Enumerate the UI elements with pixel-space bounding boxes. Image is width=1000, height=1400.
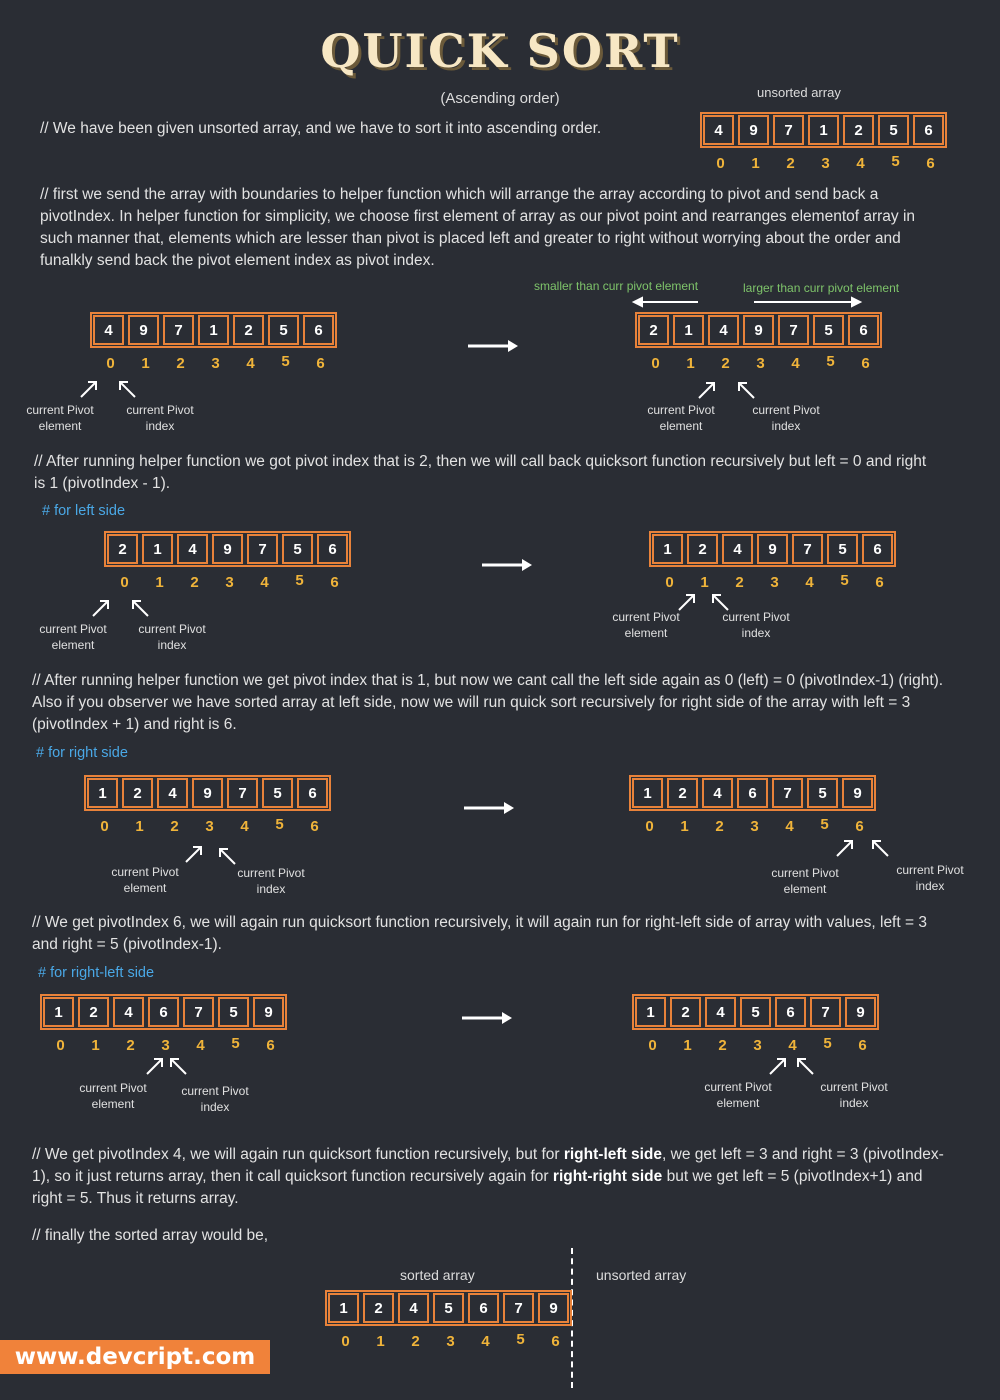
- array-cell: 5: [282, 534, 313, 564]
- array-cell: 2: [107, 534, 138, 564]
- pivot-element-caption: current Pivot element: [647, 403, 715, 433]
- array-cell: 9: [845, 997, 876, 1027]
- array-cell: 1: [632, 778, 663, 808]
- pointer-arrow-icon: [676, 591, 698, 613]
- pivot-element-caption: current Pivot element: [704, 1080, 772, 1110]
- array-cell: 1: [142, 534, 173, 564]
- pivot-element-caption: current Pivot element: [771, 866, 839, 896]
- pointer-arrow-icon: [834, 837, 856, 859]
- index-label: 1: [135, 818, 144, 835]
- index-row: [325, 1333, 573, 1350]
- array-cell: 7: [778, 315, 809, 345]
- index-label: 5: [840, 572, 849, 589]
- index-label: 0: [645, 818, 654, 835]
- paragraph-step3: // After running helper function we get pivot index that is 1, but now we cant call the left side again as 0 (left) = 0 (pivotIndex-1) (right). Also if you observer we have sorted array at left side, now we will run quick sort recursively for right side of the array with left = 3 (pivotIndex + 1) and right is 6.: [32, 672, 944, 733]
- array-cell: 9: [253, 997, 284, 1027]
- array-cell: 2: [78, 997, 109, 1027]
- array-cell: 2: [687, 534, 718, 564]
- index-label: 2: [176, 355, 185, 372]
- index-label: 6: [926, 155, 935, 172]
- pointer-arrow-icon: [90, 597, 112, 619]
- pointer-arrow-icon: [794, 1055, 816, 1077]
- array-cell: 7: [163, 315, 194, 345]
- larger-than-pivot-label: larger than curr pivot element: [743, 281, 900, 295]
- array-cell: 7: [810, 997, 841, 1027]
- array-sorted-final: [325, 1290, 572, 1326]
- array-step1-before: [90, 312, 337, 348]
- array-cell: 9: [538, 1293, 569, 1323]
- array-cell: 1: [198, 315, 229, 345]
- array-cell: 7: [792, 534, 823, 564]
- array-right-left-after: [632, 994, 879, 1030]
- transition-arrow-icon: [460, 1010, 516, 1026]
- pointer-arrow-icon: [129, 597, 151, 619]
- index-label: 1: [686, 355, 695, 372]
- index-label: 0: [100, 818, 109, 835]
- array-cell: 4: [157, 778, 188, 808]
- array-right-after: [629, 775, 876, 811]
- pivot-index-caption: current Pivot index: [896, 863, 964, 893]
- pivot-index-caption: current Pivot index: [126, 403, 194, 433]
- index-label: 0: [106, 355, 115, 372]
- array-cell: 5: [878, 115, 909, 145]
- index-row: [649, 574, 897, 591]
- array-cell: 9: [128, 315, 159, 345]
- index-row: [629, 818, 877, 835]
- index-label: 4: [791, 355, 800, 372]
- index-label: 3: [750, 818, 759, 835]
- index-label: 2: [735, 574, 744, 591]
- array-cell: 4: [705, 997, 736, 1027]
- index-label: 6: [310, 818, 319, 835]
- index-label: 1: [91, 1037, 100, 1054]
- array-cell: 7: [227, 778, 258, 808]
- array-cell: 1: [652, 534, 683, 564]
- pivot-index-caption: current Pivot index: [722, 610, 790, 640]
- array-cell: 5: [813, 315, 844, 345]
- index-label: 5: [281, 353, 290, 370]
- index-label: 6: [875, 574, 884, 591]
- pointer-arrow-icon: [216, 845, 238, 867]
- index-label: 1: [751, 155, 760, 172]
- array-cell: 9: [738, 115, 769, 145]
- unsorted-array-label-final: unsorted array: [596, 1267, 687, 1283]
- index-label: 3: [446, 1333, 455, 1350]
- array-cell: 6: [775, 997, 806, 1027]
- array-cell: 6: [848, 315, 879, 345]
- index-label: 0: [56, 1037, 65, 1054]
- array-cell: 1: [673, 315, 704, 345]
- paragraph-step2: // After running helper function we got pivot index that is 2, then we will call back quicksort function recursively but left = 0 and right is 1 (pivotIndex - 1).: [34, 453, 927, 492]
- array-cell: 2: [670, 997, 701, 1027]
- index-label: 6: [316, 355, 325, 372]
- section-left-side: # for left side: [42, 503, 126, 519]
- index-row: [700, 155, 948, 172]
- pointer-arrow-icon: [767, 1055, 789, 1077]
- array-cell: 2: [843, 115, 874, 145]
- index-label: 4: [246, 355, 255, 372]
- paragraph-step4: // We get pivotIndex 6, we will again run quicksort function recursively, it will again run for right-left side of array with values, left = 3 and right = 5 (pivotIndex-1).: [32, 914, 927, 953]
- array-cell: 6: [913, 115, 944, 145]
- array-cell: 7: [773, 115, 804, 145]
- array-cell: 4: [702, 778, 733, 808]
- array-cell: 4: [177, 534, 208, 564]
- pointer-arrow-icon: [696, 379, 718, 401]
- index-label: 5: [231, 1035, 240, 1052]
- index-label: 4: [196, 1037, 205, 1054]
- array-cell: 4: [113, 997, 144, 1027]
- array-cell: 4: [703, 115, 734, 145]
- index-label: 4: [788, 1037, 797, 1054]
- index-label: 2: [411, 1333, 420, 1350]
- pivot-index-caption: current Pivot index: [752, 403, 820, 433]
- index-label: 0: [648, 1037, 657, 1054]
- index-label: 6: [330, 574, 339, 591]
- subtitle: (Ascending order): [440, 90, 560, 107]
- array-cell: 2: [667, 778, 698, 808]
- array-cell: 1: [43, 997, 74, 1027]
- index-label: 4: [260, 574, 269, 591]
- index-row: [104, 574, 352, 591]
- index-label: 2: [721, 355, 730, 372]
- site-url-banner[interactable]: www.devcript.com: [0, 1340, 270, 1374]
- array-cell: 4: [93, 315, 124, 345]
- pointer-arrow-icon: [709, 591, 731, 613]
- index-label: 2: [190, 574, 199, 591]
- pivot-element-caption: current Pivot element: [612, 610, 680, 640]
- index-label: 5: [826, 353, 835, 370]
- array-cell: 7: [772, 778, 803, 808]
- pointer-arrow-icon: [183, 843, 205, 865]
- index-label: 3: [205, 818, 214, 835]
- array-cell: 6: [737, 778, 768, 808]
- array-right-before: [84, 775, 331, 811]
- pivot-element-caption: current Pivot element: [79, 1081, 147, 1111]
- pointer-arrow-icon: [78, 378, 100, 400]
- array-cell: 1: [808, 115, 839, 145]
- array-cell: 7: [247, 534, 278, 564]
- array-cell: 7: [183, 997, 214, 1027]
- section-right-side: # for right side: [36, 745, 128, 761]
- pointer-arrow-icon: [167, 1055, 189, 1077]
- index-label: 4: [785, 818, 794, 835]
- index-label: 6: [266, 1037, 275, 1054]
- index-label: 3: [753, 1037, 762, 1054]
- pivot-element-caption: current Pivot element: [111, 865, 179, 895]
- section-right-left-side: # for right-left side: [38, 965, 155, 981]
- array-left-after: [649, 531, 896, 567]
- array-cell: 6: [862, 534, 893, 564]
- index-label: 3: [821, 155, 830, 172]
- array-left-before: [104, 531, 351, 567]
- index-label: 6: [855, 818, 864, 835]
- smaller-than-pivot-label: smaller than curr pivot element: [534, 279, 699, 293]
- transition-arrow-icon: [466, 338, 522, 354]
- index-label: 0: [665, 574, 674, 591]
- transition-arrow-icon: [462, 800, 518, 816]
- index-label: 0: [120, 574, 129, 591]
- array-cell: 4: [708, 315, 739, 345]
- index-row: [632, 1037, 880, 1054]
- array-cell: 5: [433, 1293, 464, 1323]
- paragraph-intro: // We have been given unsorted array, and we have to sort it into ascending order.: [40, 120, 602, 137]
- index-label: 4: [240, 818, 249, 835]
- index-label: 2: [170, 818, 179, 835]
- array-cell: 2: [233, 315, 264, 345]
- index-label: 1: [683, 1037, 692, 1054]
- pointer-arrow-icon: [869, 837, 891, 859]
- array-right-left-before: [40, 994, 287, 1030]
- array-cell: 9: [757, 534, 788, 564]
- index-label: 4: [805, 574, 814, 591]
- index-label: 5: [891, 153, 900, 170]
- index-label: 0: [341, 1333, 350, 1350]
- array-cell: 4: [398, 1293, 429, 1323]
- array-unsorted: [700, 112, 947, 148]
- array-cell: 5: [827, 534, 858, 564]
- array-cell: 9: [212, 534, 243, 564]
- array-cell: 6: [317, 534, 348, 564]
- array-cell: 1: [635, 997, 666, 1027]
- pivot-index-caption: current Pivot index: [181, 1084, 249, 1114]
- array-step1-after: [635, 312, 882, 348]
- array-cell: 5: [218, 997, 249, 1027]
- index-label: 2: [715, 818, 724, 835]
- index-label: 2: [718, 1037, 727, 1054]
- index-label: 6: [551, 1333, 560, 1350]
- pivot-element-caption: current Pivot element: [26, 403, 94, 433]
- page-title: QUICK SORT: [320, 24, 680, 78]
- index-row: [90, 355, 338, 372]
- array-cell: 6: [297, 778, 328, 808]
- index-label: 3: [225, 574, 234, 591]
- index-label: 6: [858, 1037, 867, 1054]
- array-cell: 6: [303, 315, 334, 345]
- index-label: 0: [716, 155, 725, 172]
- index-label: 2: [786, 155, 795, 172]
- array-cell: 2: [638, 315, 669, 345]
- array-cell: 7: [503, 1293, 534, 1323]
- index-label: 3: [161, 1037, 170, 1054]
- index-label: 1: [155, 574, 164, 591]
- index-label: 5: [820, 816, 829, 833]
- index-label: 5: [823, 1035, 832, 1052]
- pointer-arrow-icon: [144, 1055, 166, 1077]
- index-label: 3: [211, 355, 220, 372]
- pivot-index-caption: current Pivot index: [237, 866, 305, 896]
- index-label: 4: [856, 155, 865, 172]
- index-label: 4: [481, 1333, 490, 1350]
- index-row: [40, 1037, 288, 1054]
- array-cell: 9: [192, 778, 223, 808]
- array-cell: 6: [468, 1293, 499, 1323]
- index-label: 5: [275, 816, 284, 833]
- index-label: 1: [680, 818, 689, 835]
- pivot-index-caption: current Pivot index: [820, 1080, 888, 1110]
- direction-arrows: [630, 294, 920, 314]
- transition-arrow-icon: [480, 557, 536, 573]
- array-cell: 1: [87, 778, 118, 808]
- array-cell: 9: [842, 778, 873, 808]
- array-cell: 5: [262, 778, 293, 808]
- pointer-arrow-icon: [735, 379, 757, 401]
- array-cell: 5: [807, 778, 838, 808]
- pivot-index-caption: current Pivot index: [138, 622, 206, 652]
- array-cell: 5: [740, 997, 771, 1027]
- array-cell: 4: [722, 534, 753, 564]
- sorted-array-label: sorted array: [400, 1267, 475, 1283]
- index-label: 3: [756, 355, 765, 372]
- array-cell: 1: [328, 1293, 359, 1323]
- paragraph-final: // finally the sorted array would be,: [32, 1227, 269, 1244]
- paragraph-step5: // We get pivotIndex 4, we will again run quicksort function recursively, but for right-left side, we get left = 3 and right = 3 (pivotIndex-1), so it just returns array, then it call quicksort function recursively again for right-right side but we get left = 5 (pivotIndex+1) and right = 5. Thus it returns array.: [32, 1146, 944, 1207]
- index-label: 1: [376, 1333, 385, 1350]
- unsorted-array-label: unsorted array: [757, 85, 841, 100]
- array-cell: 9: [743, 315, 774, 345]
- array-cell: 2: [122, 778, 153, 808]
- index-label: 1: [700, 574, 709, 591]
- pivot-element-caption: current Pivot element: [39, 622, 107, 652]
- index-label: 1: [141, 355, 150, 372]
- index-label: 3: [770, 574, 779, 591]
- index-row: [635, 355, 883, 372]
- index-label: 0: [651, 355, 660, 372]
- pointer-arrow-icon: [116, 378, 138, 400]
- index-label: 5: [295, 572, 304, 589]
- paragraph-helper: // first we send the array with boundaries to helper function which will arrange the array according to pivot and send back a pivotIndex. In helper function for simplicity, we choose first element of array as our pivot point and rearranges elementof array in such manner that, elements which are lesser than pivot is placed left and greater to right without worrying about the order and funalkly send back the pivot element index as pivot index.: [40, 186, 916, 269]
- index-row: [84, 818, 332, 835]
- index-label: 2: [126, 1037, 135, 1054]
- index-label: 6: [861, 355, 870, 372]
- array-cell: 5: [268, 315, 299, 345]
- array-cell: 6: [148, 997, 179, 1027]
- index-label: 5: [516, 1331, 525, 1348]
- array-cell: 2: [363, 1293, 394, 1323]
